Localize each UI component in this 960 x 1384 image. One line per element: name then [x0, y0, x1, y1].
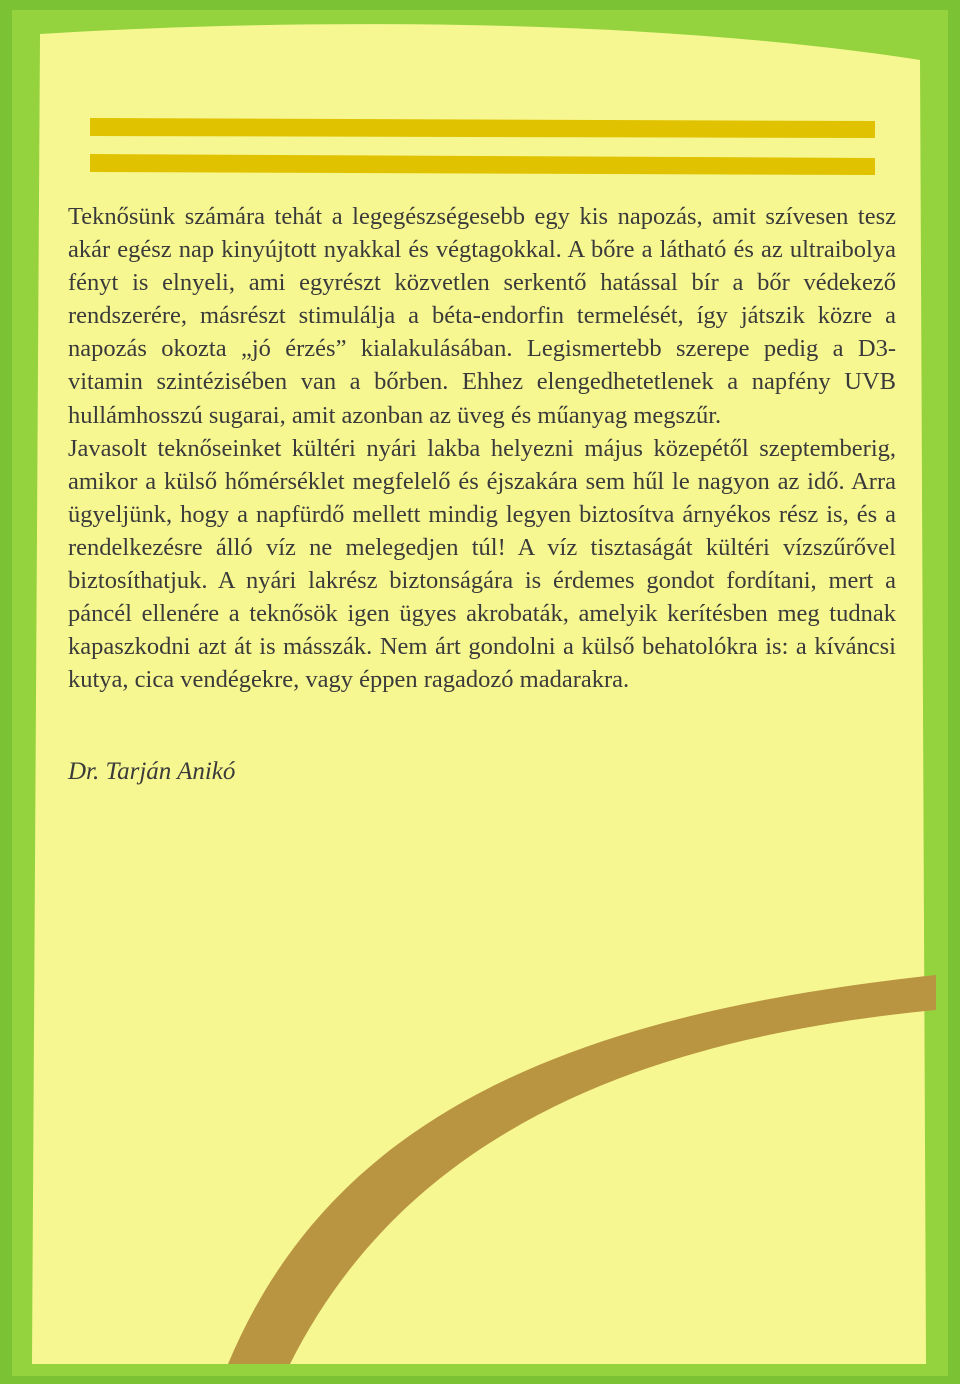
article-body: [68, 200, 896, 789]
article-paragraph-2: Javasolt teknőseinket kültéri nyári lakba helyezni május közepétől szeptemberig, amikor a külső hőmérséklet megfelelő és éjszakára sem hűl le nagyon az idő. Arra ügyeljünk, hogy a napfürdő mellett mindig legyen biztosítva árnyékos rész is, és a rendelkezésre álló víz ne melegedjen túl! A víz tisztaságát kültéri vízszűrővel biztosíthatjuk. A nyári lakrész biztonságára is érdemes gondot fordítani, mert a páncél ellenére a teknősök igen ügyes akrobaták, amelyik kerítésben meg tudnak kapaszkodni azt át is másszák. Nem árt gondolni a külső behatolókra is: a kíváncsi kutya, cica vendégekre, vagy éppen ragadozó madarakra.: [68, 434, 896, 694]
top-stripe-1: [90, 118, 875, 138]
article-paragraph-1: Teknősünk számára tehát a legegészségesebb egy kis napozás, amit szívesen tesz akár egész nap kinyújtott nyakkal és végtagokkal. A bőre a látható és az ultraibolya fényt is elnyeli, ami egyrészt közvetlen serkentő hatással bír a bőr védekező rendszerére, másrészt stimulálja a béta-endorfin termelését, így játszik közre a napozás okozta „jó érzés” kialakulásában. Legismertebb szerepe pedig a D3-vitamin szintézisében van a bőrben. Ehhez elengedhetetlenek a napfény UVB hullámhosszú sugarai, amit azonban az üveg és műanyag megszűr.: [68, 203, 896, 429]
author-signature: Dr. Tarján Anikó: [68, 758, 236, 786]
